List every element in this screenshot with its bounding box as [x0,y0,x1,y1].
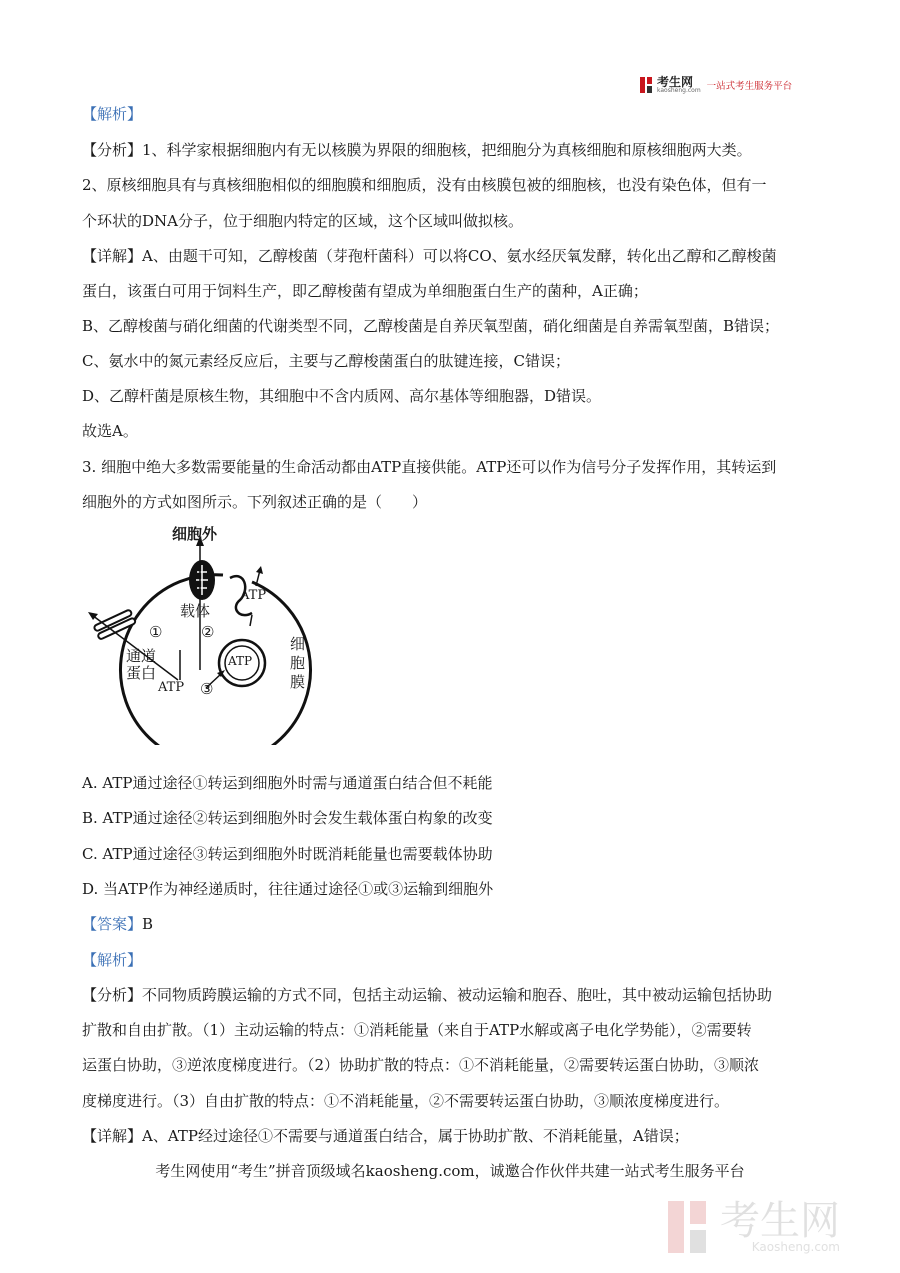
option-d: D. 当ATP作为神经递质时，往往通过途径①或③运输到细胞外 [82,880,494,898]
channel-protein [93,609,136,639]
label-outside: 细胞外 [172,525,218,543]
section-tag: 【解析】 [82,951,143,969]
text-line: 个环状的DNA分子，位于细胞内特定的区域，这个区域叫做拟核。 [82,212,523,230]
watermark-icon [668,1201,712,1253]
watermark-domain: Kaosheng.com [751,1240,840,1254]
text-line: 【详解】A、由题干可知，乙醇梭菌（芽孢杆菌科）可以将CO、氨水经厌氧发酵，转化出乙醇和乙醇梭菌 [82,247,777,265]
label-carrier: 载体 [180,602,211,620]
section-tag: 【解析】 [82,105,143,123]
text-line: 【分析】不同物质跨膜运输的方式不同，包括主动运输、被动运输和胞吞、胞吐，其中被动运输包括协助 [82,986,773,1004]
text-line: 扩散和自由扩散。（1）主动运输的特点：①消耗能量（来自于ATP水解或离子电化学势能），②需要转 [82,1021,752,1039]
text-line: 【详解】A、ATP经过途径①不需要与通道蛋白结合，属于协助扩散、不消耗能量，A错误； [82,1127,689,1145]
section-tag: 【分析】 [82,141,143,159]
option-c: C. ATP通过途径③转运到细胞外时既消耗能量也需要载体协助 [82,845,493,863]
text-line: 2、原核细胞具有与真核细胞相似的细胞膜和细胞质，没有由核膜包被的细胞核，也没有染色体，但有一 [82,176,767,194]
logo-slogan: 一站式考生服务平台 [706,81,793,92]
logo-icon [640,77,654,93]
text-line: B、乙醇梭菌与硝化细菌的代谢类型不同，乙醇梭菌是自养厌氧型菌，硝化细菌是自养需氧型菌，B错误； [82,317,780,335]
text-line: 度梯度进行。（3）自由扩散的特点：①不消耗能量，②不需要转运蛋白协助，③顺浓度梯度进行。 [82,1092,730,1110]
label-membrane: 细 胞 膜 [290,635,306,691]
text-line [82,104,142,124]
header-logo [640,74,792,96]
watermark-logo [668,1198,840,1254]
label-n3: ③ [200,680,214,698]
text-line: 运蛋白协助，③逆浓度梯度进行。（2）协助扩散的特点：①不消耗能量，②需要转运蛋白协助，③顺浓 [82,1056,760,1074]
option-b: B. ATP通过途径②转运到细胞外时会发生载体蛋白构象的改变 [82,809,493,827]
label-atp-vesicle: ATP [228,654,253,668]
question-line: 细胞外的方式如图所示。下列叙述正确的是（ ） [82,493,428,511]
text-line: 蛋白，该蛋白可用于饲料生产，即乙醇梭菌有望成为单细胞蛋白生产的菌种，A正确； [82,282,648,300]
watermark-name: 考生网 [720,1198,840,1244]
section-tag: 【答案】 [82,915,143,933]
text-line: 【分析】1、科学家根据细胞内有无以核膜为界限的细胞核，把细胞分为真核细胞和原核细胞两大类。 [82,141,752,159]
text-line: 故选A。 [82,422,138,440]
option-a: A. ATP通过途径①转运到细胞外时需与通道蛋白结合但不耗能 [82,774,493,792]
page-footer: 考生网使用“考生”拼音顶级域名kaosheng.com，诚邀合作伙伴共建一站式考生服务平台 [155,1162,745,1180]
text-line: D、乙醇杆菌是原核生物，其细胞中不含内质网、高尔基体等细胞器，D错误。 [82,387,602,405]
answer-line: 【答案】B [82,915,154,933]
atp-transport-figure [80,520,320,745]
text-line: C、氨水中的氮元素经反应后，主要与乙醇梭菌蛋白的肽键连接，C错误； [82,352,570,370]
label-atp-pocket: ATP [240,588,267,603]
question-line: 3. 细胞中绝大多数需要能量的生命活动都由ATP直接供能。ATP还可以作为信号分子发挥作用，其转运到 [82,458,777,476]
section-tag: 【详解】 [82,1127,143,1145]
logo-name: 考生网 [657,75,694,89]
section-tag: 【详解】 [82,247,143,265]
label-channel: 通道 蛋白 [126,647,157,682]
logo-domain: kaosheng.com [657,87,701,94]
section-tag: 【分析】 [82,986,143,1004]
label-atp-cytosol: ATP [158,680,185,695]
label-n2: ② [201,623,215,641]
label-n1: ① [149,623,163,641]
text-line [82,950,142,970]
